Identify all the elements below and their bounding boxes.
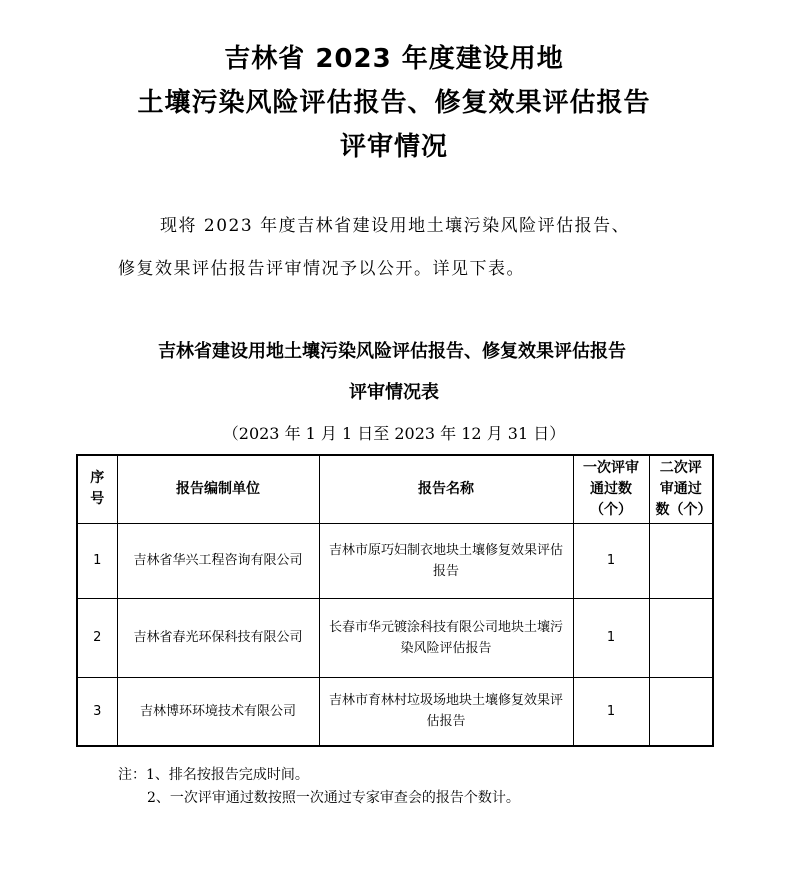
cell-first-pass: 1 [573, 598, 649, 677]
cell-first-pass: 1 [573, 677, 649, 746]
header-second-pass: 二次评审通过数（个） [649, 455, 713, 523]
document-title-line-3: 评审情况 [339, 132, 448, 162]
header-report-name: 报告名称 [319, 455, 573, 523]
cell-seq: 3 [77, 677, 117, 746]
cell-org: 吉林省春光环保科技有限公司 [117, 598, 319, 677]
document-title-line-2: 土壤污染风险评估报告、修复效果评估报告 [137, 88, 651, 118]
table-row [77, 598, 713, 677]
cell-org: 吉林省华兴工程咨询有限公司 [117, 523, 319, 598]
date-range: （2023 年 1 月 1 日至 2023 年 12 月 31 日） [222, 424, 566, 443]
cell-report-name: 吉林市育林村垃圾场地块土壤修复效果评估报告 [319, 677, 573, 746]
table-row [77, 523, 713, 598]
table-title-line-1: 吉林省建设用地土壤污染风险评估报告、修复效果评估报告 [158, 341, 626, 362]
cell-org: 吉林博环环境技术有限公司 [117, 677, 319, 746]
intro-paragraph-line-2: 修复效果评估报告评审情况予以公开。详见下表。 [118, 259, 525, 279]
table-header-row [77, 455, 713, 523]
cell-seq: 1 [77, 523, 117, 598]
table-row [77, 677, 713, 746]
review-table [76, 454, 714, 747]
document-title-line-1: 吉林省 2023 年度建设用地 [224, 44, 564, 74]
intro-paragraph-line-1: 现将 2023 年度吉林省建设用地土壤污染风险评估报告、 [160, 216, 631, 236]
cell-seq: 2 [77, 598, 117, 677]
note-2: 2、一次评审通过数按照一次通过专家审查会的报告个数计。 [147, 790, 520, 806]
header-org: 报告编制单位 [117, 455, 319, 523]
cell-first-pass: 1 [573, 523, 649, 598]
cell-report-name: 吉林市原巧妇制衣地块土壤修复效果评估报告 [319, 523, 573, 598]
note-1: 注：1、排名按报告完成时间。 [118, 767, 309, 783]
table-title-line-2: 评审情况表 [349, 382, 439, 403]
cell-report-name: 长春市华元镀涂科技有限公司地块土壤污染风险评估报告 [319, 598, 573, 677]
cell-second-pass [649, 677, 713, 746]
cell-second-pass [649, 598, 713, 677]
header-seq: 序号 [77, 455, 117, 523]
cell-second-pass [649, 523, 713, 598]
header-first-pass: 一次评审通过数（个） [573, 455, 649, 523]
